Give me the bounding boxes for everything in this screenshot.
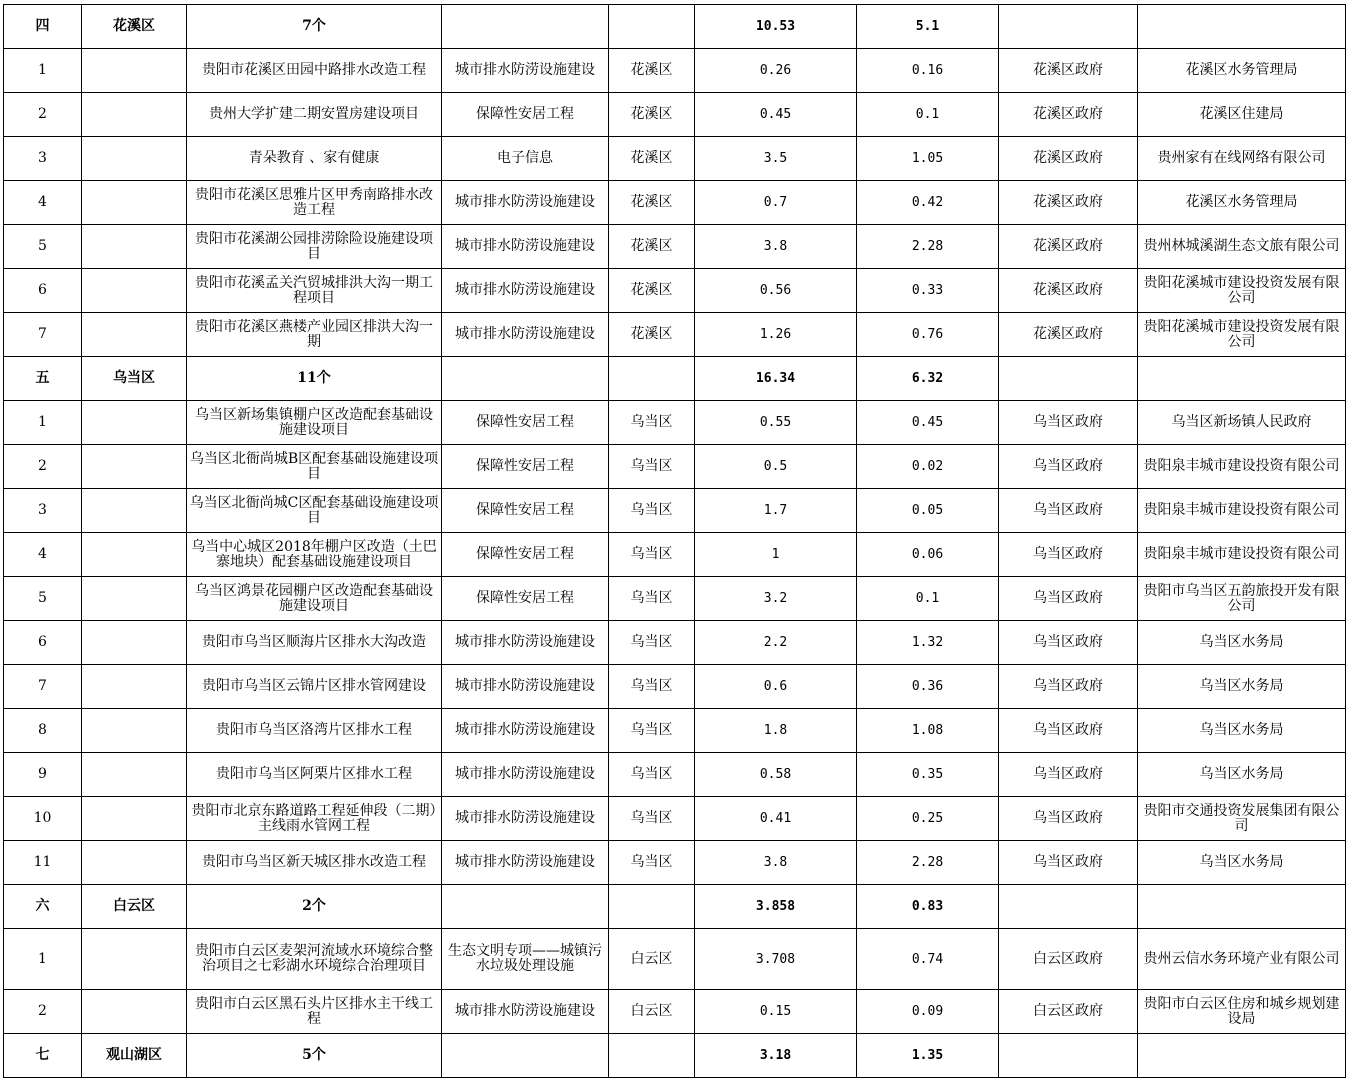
value-b-cell: 0.36 [857,665,999,709]
index-cell: 1 [4,401,82,445]
project-name-cell: 贵阳市花溪区思雅片区甲秀南路排水改造工程 [187,181,442,225]
value-b-cell: 0.09 [857,990,999,1034]
project-name-cell: 乌当区北衙尚城B区配套基础设施建设项目 [187,445,442,489]
district-cell [82,797,187,841]
district-cell [82,93,187,137]
value-a-cell: 1.8 [695,709,857,753]
index-cell: 4 [4,533,82,577]
category-cell: 保障性安居工程 [442,489,609,533]
project-row [4,181,1346,225]
district-cell: 观山湖区 [82,1034,187,1078]
value-b-cell: 0.06 [857,533,999,577]
implementing-unit-cell: 乌当区水务局 [1138,753,1346,797]
area-cell: 乌当区 [609,841,695,885]
implementing-unit-cell: 花溪区水务管理局 [1138,181,1346,225]
area-cell: 花溪区 [609,313,695,357]
index-cell: 2 [4,445,82,489]
district-cell [82,489,187,533]
project-row [4,753,1346,797]
area-cell: 乌当区 [609,445,695,489]
responsible-gov-cell: 白云区政府 [999,990,1138,1034]
value-a-cell: 3.8 [695,225,857,269]
responsible-gov-cell: 乌当区政府 [999,533,1138,577]
value-a-cell: 10.53 [695,5,857,49]
responsible-gov-cell [999,357,1138,401]
index-cell: 五 [4,357,82,401]
area-cell: 乌当区 [609,533,695,577]
area-cell: 乌当区 [609,621,695,665]
implementing-unit-cell: 乌当区水务局 [1138,709,1346,753]
area-cell: 乌当区 [609,401,695,445]
area-cell [609,1034,695,1078]
index-cell: 5 [4,225,82,269]
value-b-cell: 0.1 [857,93,999,137]
index-cell: 11 [4,841,82,885]
area-cell [609,885,695,929]
project-row [4,665,1346,709]
project-row [4,709,1346,753]
responsible-gov-cell: 花溪区政府 [999,137,1138,181]
index-cell: 8 [4,709,82,753]
implementing-unit-cell: 贵州林城溪湖生态文旅有限公司 [1138,225,1346,269]
implementing-unit-cell [1138,5,1346,49]
value-b-cell: 0.83 [857,885,999,929]
implementing-unit-cell: 贵阳花溪城市建设投资发展有限公司 [1138,313,1346,357]
area-cell: 花溪区 [609,49,695,93]
district-cell [82,49,187,93]
responsible-gov-cell: 乌当区政府 [999,797,1138,841]
category-cell: 保障性安居工程 [442,401,609,445]
index-cell: 四 [4,5,82,49]
project-row [4,225,1346,269]
area-cell: 花溪区 [609,93,695,137]
index-cell: 1 [4,49,82,93]
value-a-cell: 0.7 [695,181,857,225]
value-a-cell: 0.41 [695,797,857,841]
value-a-cell: 0.45 [695,93,857,137]
category-cell: 保障性安居工程 [442,445,609,489]
responsible-gov-cell: 花溪区政府 [999,313,1138,357]
implementing-unit-cell: 贵阳泉丰城市建设投资有限公司 [1138,445,1346,489]
category-cell [442,885,609,929]
district-cell [82,577,187,621]
district-cell [82,401,187,445]
district-cell [82,841,187,885]
index-cell: 3 [4,137,82,181]
responsible-gov-cell: 乌当区政府 [999,445,1138,489]
responsible-gov-cell: 花溪区政府 [999,181,1138,225]
district-cell [82,709,187,753]
value-b-cell: 0.02 [857,445,999,489]
project-row [4,401,1346,445]
responsible-gov-cell: 乌当区政府 [999,753,1138,797]
category-cell: 城市排水防涝设施建设 [442,225,609,269]
project-table [3,4,1346,1078]
district-cell [82,181,187,225]
project-row [4,621,1346,665]
value-b-cell: 2.28 [857,225,999,269]
district-group-row [4,885,1346,929]
value-b-cell: 2.28 [857,841,999,885]
value-a-cell: 1 [695,533,857,577]
responsible-gov-cell: 白云区政府 [999,929,1138,990]
responsible-gov-cell [999,1034,1138,1078]
area-cell: 乌当区 [609,665,695,709]
value-b-cell: 0.35 [857,753,999,797]
value-b-cell: 6.32 [857,357,999,401]
project-row [4,797,1346,841]
index-cell: 1 [4,929,82,990]
value-a-cell: 1.26 [695,313,857,357]
district-cell [82,313,187,357]
implementing-unit-cell: 花溪区住建局 [1138,93,1346,137]
value-a-cell: 0.15 [695,990,857,1034]
value-a-cell: 0.55 [695,401,857,445]
project-name-cell: 贵阳市乌当区洛湾片区排水工程 [187,709,442,753]
area-cell: 乌当区 [609,797,695,841]
district-cell [82,753,187,797]
responsible-gov-cell [999,885,1138,929]
project-count-cell: 2个 [187,885,442,929]
index-cell: 6 [4,269,82,313]
value-a-cell: 3.5 [695,137,857,181]
project-row [4,49,1346,93]
district-cell: 白云区 [82,885,187,929]
category-cell [442,1034,609,1078]
category-cell: 城市排水防涝设施建设 [442,269,609,313]
index-cell: 6 [4,621,82,665]
project-row [4,990,1346,1034]
project-row [4,577,1346,621]
responsible-gov-cell: 花溪区政府 [999,93,1138,137]
project-row [4,929,1346,990]
responsible-gov-cell: 乌当区政府 [999,665,1138,709]
project-name-cell: 乌当区新场集镇棚户区改造配套基础设施建设项目 [187,401,442,445]
index-cell: 7 [4,313,82,357]
district-cell [82,445,187,489]
area-cell [609,357,695,401]
index-cell: 2 [4,990,82,1034]
project-count-cell: 11个 [187,357,442,401]
implementing-unit-cell: 贵阳泉丰城市建设投资有限公司 [1138,533,1346,577]
implementing-unit-cell: 贵阳市乌当区五韵旅投开发有限公司 [1138,577,1346,621]
value-b-cell: 0.05 [857,489,999,533]
project-row [4,489,1346,533]
responsible-gov-cell: 花溪区政府 [999,225,1138,269]
value-b-cell: 0.33 [857,269,999,313]
category-cell: 城市排水防涝设施建设 [442,181,609,225]
project-row [4,137,1346,181]
index-cell: 7 [4,665,82,709]
district-cell: 花溪区 [82,5,187,49]
category-cell: 城市排水防涝设施建设 [442,313,609,357]
implementing-unit-cell: 乌当区水务局 [1138,665,1346,709]
district-cell [82,621,187,665]
category-cell: 城市排水防涝设施建设 [442,49,609,93]
area-cell: 花溪区 [609,225,695,269]
value-a-cell: 2.2 [695,621,857,665]
district-cell [82,665,187,709]
value-b-cell: 5.1 [857,5,999,49]
responsible-gov-cell: 花溪区政府 [999,269,1138,313]
project-name-cell: 青朵教育 、家有健康 [187,137,442,181]
implementing-unit-cell: 乌当区新场镇人民政府 [1138,401,1346,445]
project-name-cell: 贵阳市乌当区阿栗片区排水工程 [187,753,442,797]
value-b-cell: 1.08 [857,709,999,753]
area-cell: 花溪区 [609,269,695,313]
implementing-unit-cell [1138,357,1346,401]
category-cell: 电子信息 [442,137,609,181]
project-name-cell: 贵阳市乌当区新天城区排水改造工程 [187,841,442,885]
category-cell [442,357,609,401]
index-cell: 9 [4,753,82,797]
district-group-row [4,1034,1346,1078]
district-group-row [4,5,1346,49]
project-name-cell: 贵阳市乌当区云锦片区排水管网建设 [187,665,442,709]
index-cell: 10 [4,797,82,841]
value-a-cell: 3.2 [695,577,857,621]
index-cell: 5 [4,577,82,621]
value-a-cell: 3.18 [695,1034,857,1078]
area-cell: 花溪区 [609,137,695,181]
category-cell: 保障性安居工程 [442,93,609,137]
value-a-cell: 3.8 [695,841,857,885]
district-cell: 乌当区 [82,357,187,401]
responsible-gov-cell: 乌当区政府 [999,709,1138,753]
implementing-unit-cell: 乌当区水务局 [1138,621,1346,665]
area-cell: 花溪区 [609,181,695,225]
responsible-gov-cell: 乌当区政府 [999,489,1138,533]
category-cell: 城市排水防涝设施建设 [442,621,609,665]
value-b-cell: 1.05 [857,137,999,181]
implementing-unit-cell: 贵阳市白云区住房和城乡规划建设局 [1138,990,1346,1034]
value-a-cell: 0.56 [695,269,857,313]
responsible-gov-cell [999,5,1138,49]
project-name-cell: 乌当区北衙尚城C区配套基础设施建设项目 [187,489,442,533]
project-name-cell: 贵阳市花溪区田园中路排水改造工程 [187,49,442,93]
project-name-cell: 贵阳市北京东路道路工程延伸段（二期）主线雨水管网工程 [187,797,442,841]
value-a-cell: 16.34 [695,357,857,401]
value-b-cell: 0.42 [857,181,999,225]
value-a-cell: 0.5 [695,445,857,489]
value-a-cell: 0.6 [695,665,857,709]
area-cell: 乌当区 [609,753,695,797]
responsible-gov-cell: 乌当区政府 [999,841,1138,885]
implementing-unit-cell [1138,885,1346,929]
category-cell: 城市排水防涝设施建设 [442,797,609,841]
value-b-cell: 0.16 [857,49,999,93]
responsible-gov-cell: 乌当区政府 [999,401,1138,445]
implementing-unit-cell: 贵州家有在线网络有限公司 [1138,137,1346,181]
area-cell: 乌当区 [609,577,695,621]
district-cell [82,269,187,313]
project-name-cell: 贵阳市白云区黑石头片区排水主干线工程 [187,990,442,1034]
value-b-cell: 1.32 [857,621,999,665]
project-row [4,533,1346,577]
index-cell: 六 [4,885,82,929]
responsible-gov-cell: 乌当区政府 [999,577,1138,621]
index-cell: 七 [4,1034,82,1078]
category-cell [442,5,609,49]
project-row [4,445,1346,489]
project-row [4,93,1346,137]
category-cell: 保障性安居工程 [442,577,609,621]
value-b-cell: 0.76 [857,313,999,357]
category-cell: 保障性安居工程 [442,533,609,577]
implementing-unit-cell: 贵州云信水务环境产业有限公司 [1138,929,1346,990]
district-cell [82,225,187,269]
project-row [4,313,1346,357]
project-name-cell: 贵阳市花溪孟关汽贸城排洪大沟一期工程项目 [187,269,442,313]
category-cell: 城市排水防涝设施建设 [442,753,609,797]
district-cell [82,990,187,1034]
project-row [4,841,1346,885]
district-cell [82,137,187,181]
value-a-cell: 0.58 [695,753,857,797]
table-body [4,5,1346,1078]
responsible-gov-cell: 乌当区政府 [999,621,1138,665]
district-cell [82,533,187,577]
implementing-unit-cell [1138,1034,1346,1078]
project-name-cell: 乌当中心城区2018年棚户区改造（土巴寨地块）配套基础设施建设项目 [187,533,442,577]
district-group-row [4,357,1346,401]
category-cell: 城市排水防涝设施建设 [442,990,609,1034]
area-cell: 白云区 [609,929,695,990]
value-b-cell: 1.35 [857,1034,999,1078]
responsible-gov-cell: 花溪区政府 [999,49,1138,93]
project-name-cell: 贵阳市花溪湖公园排涝除险设施建设项目 [187,225,442,269]
project-count-cell: 5个 [187,1034,442,1078]
index-cell: 3 [4,489,82,533]
category-cell: 城市排水防涝设施建设 [442,709,609,753]
category-cell: 城市排水防涝设施建设 [442,665,609,709]
category-cell: 生态文明专项——城镇污水垃圾处理设施 [442,929,609,990]
implementing-unit-cell: 贵阳市交通投资发展集团有限公司 [1138,797,1346,841]
project-row [4,269,1346,313]
project-name-cell: 贵阳市白云区麦架河流域水环境综合整治项目之七彩湖水环境综合治理项目 [187,929,442,990]
value-a-cell: 3.858 [695,885,857,929]
value-b-cell: 0.45 [857,401,999,445]
district-cell [82,929,187,990]
index-cell: 4 [4,181,82,225]
index-cell: 2 [4,93,82,137]
implementing-unit-cell: 花溪区水务管理局 [1138,49,1346,93]
area-cell: 乌当区 [609,709,695,753]
implementing-unit-cell: 贵阳泉丰城市建设投资有限公司 [1138,489,1346,533]
area-cell: 白云区 [609,990,695,1034]
implementing-unit-cell: 贵阳花溪城市建设投资发展有限公司 [1138,269,1346,313]
project-name-cell: 贵州大学扩建二期安置房建设项目 [187,93,442,137]
project-name-cell: 贵阳市乌当区顺海片区排水大沟改造 [187,621,442,665]
area-cell: 乌当区 [609,489,695,533]
value-b-cell: 0.1 [857,577,999,621]
category-cell: 城市排水防涝设施建设 [442,841,609,885]
implementing-unit-cell: 乌当区水务局 [1138,841,1346,885]
project-count-cell: 7个 [187,5,442,49]
value-a-cell: 0.26 [695,49,857,93]
value-a-cell: 3.708 [695,929,857,990]
value-a-cell: 1.7 [695,489,857,533]
value-b-cell: 0.25 [857,797,999,841]
value-b-cell: 0.74 [857,929,999,990]
area-cell [609,5,695,49]
project-name-cell: 贵阳市花溪区燕楼产业园区排洪大沟一期 [187,313,442,357]
project-name-cell: 乌当区鸿景花园棚户区改造配套基础设施建设项目 [187,577,442,621]
